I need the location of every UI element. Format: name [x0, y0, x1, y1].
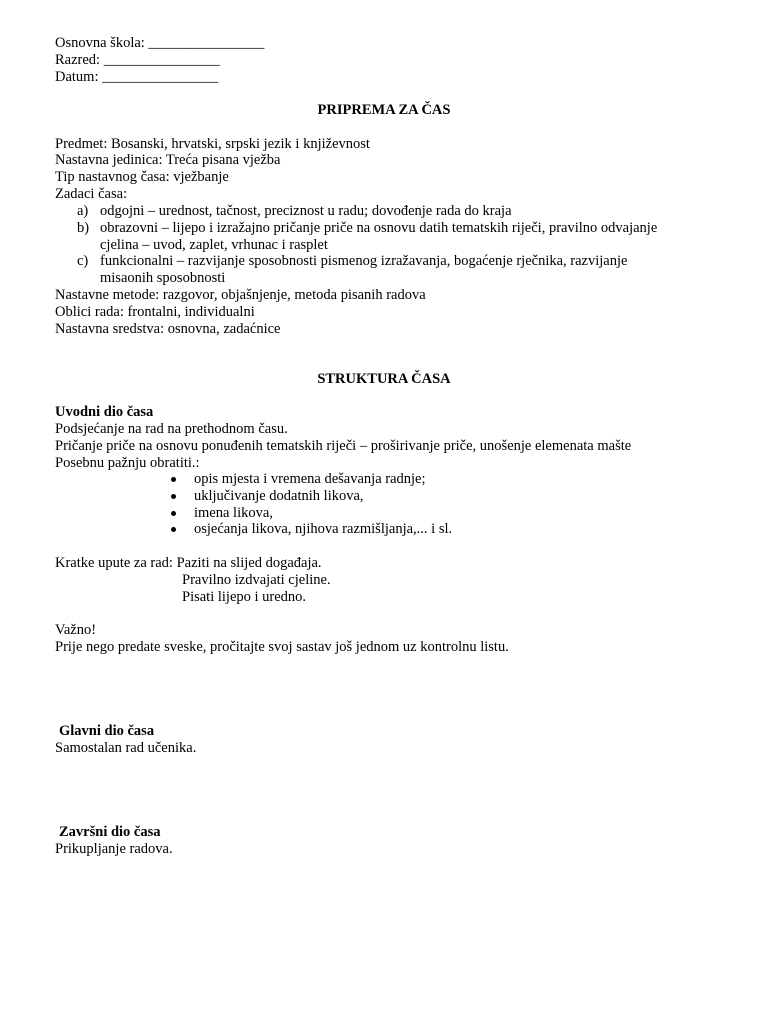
- main-heading: Glavni dio časa: [59, 723, 155, 739]
- page-title: PRIPREMA ZA ČAS: [317, 102, 451, 118]
- task-b-text-2: cjelina – uvod, zaplet, vrhunac i rasplet: [100, 237, 328, 253]
- bullet-item: osjećanja likova, njihova razmišljanja,... i sl.: [194, 521, 453, 537]
- bullet-dot: [171, 511, 176, 516]
- final-heading: Završni dio časa: [59, 824, 161, 840]
- materials-line: Nastavna sredstva: osnovna, zadaćnice: [55, 321, 281, 337]
- bullet-dot: [171, 477, 176, 482]
- subject-line: Predmet: Bosanski, hrvatski, srpski jezik i književnost: [55, 136, 370, 152]
- bullet-item: imena likova,: [194, 505, 273, 521]
- instructions-label: Kratke upute za rad: Paziti na slijed događaja.: [55, 555, 322, 571]
- bullet-dot: [171, 494, 176, 499]
- instructions-line-3: Pisati lijepo i uredno.: [182, 589, 307, 605]
- task-a-marker: a): [77, 203, 89, 219]
- intro-line-1: Podsjećanje na rad na prethodnom času.: [55, 421, 288, 437]
- intro-line-3: Posebnu pažnju obratiti.:: [55, 455, 200, 471]
- bullet-item: uključivanje dodatnih likova,: [194, 488, 364, 504]
- class-field: Razred: ________________: [55, 52, 220, 68]
- important-label: Važno!: [55, 622, 97, 638]
- task-b-text-1: obrazovni – lijepo i izražajno pričanje priče na osnovu datih tematskih riječi, pravilno odvajanje: [100, 220, 658, 236]
- main-text: Samostalan rad učenika.: [55, 740, 197, 756]
- school-field: Osnovna škola: ________________: [55, 35, 265, 51]
- forms-line: Oblici rada: frontalni, individualni: [55, 304, 255, 320]
- final-text: Prikupljanje radova.: [55, 841, 173, 857]
- intro-line-2: Pričanje priče na osnovu ponuđenih tematskih riječi – proširivanje priče, unošenje elemenata mašte: [55, 438, 632, 454]
- task-b-marker: b): [77, 220, 90, 236]
- bullet-dot: [171, 527, 176, 532]
- task-c-text-1: funkcionalni – razvijanje sposobnosti pismenog izražavanja, bogaćenje rječnika, razvijanje: [100, 253, 628, 269]
- methods-line: Nastavne metode: razgovor, objašnjenje, metoda pisanih radova: [55, 287, 426, 303]
- intro-heading: Uvodni dio časa: [55, 404, 154, 420]
- task-c-text-2: misaonih sposobnosti: [100, 270, 226, 286]
- task-c-marker: c): [77, 253, 89, 269]
- tasks-label: Zadaci časa:: [55, 186, 128, 202]
- instructions-line-2: Pravilno izdvajati cjeline.: [182, 572, 331, 588]
- type-line: Tip nastavnog časa: vježbanje: [55, 169, 229, 185]
- bullet-item: opis mjesta i vremena dešavanja radnje;: [194, 471, 426, 487]
- task-a-text: odgojni – urednost, tačnost, preciznost u radu; dovođenje rada do kraja: [100, 203, 512, 219]
- important-text: Prije nego predate sveske, pročitajte svoj sastav još jednom uz kontrolnu listu.: [55, 639, 509, 655]
- structure-title: STRUKTURA ČASA: [317, 371, 451, 387]
- unit-line: Nastavna jedinica: Treća pisana vježba: [55, 152, 281, 168]
- date-field: Datum: ________________: [55, 69, 219, 85]
